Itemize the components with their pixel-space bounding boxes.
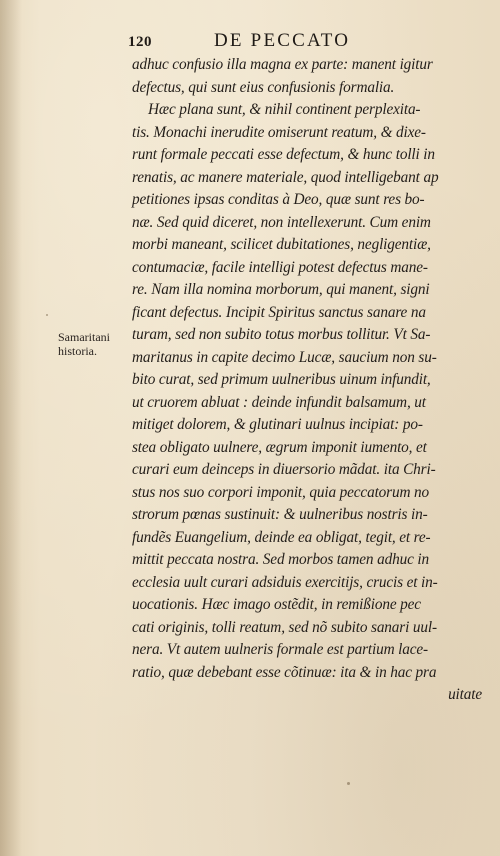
text-line: strorum pœnas sustinuit: & uulneribus nostris in- bbox=[132, 506, 428, 523]
margin-note-line: historia. bbox=[58, 344, 97, 358]
text-line: næ. Sed quid diceret, non intellexerunt. Cum enim bbox=[132, 213, 431, 231]
gutter-shadow bbox=[0, 0, 22, 856]
text-line: runt formale peccati esse defectum, & hunc tolli in bbox=[132, 146, 435, 163]
text-line: Hæc plana sunt, & nihil continent perplexita- bbox=[148, 101, 421, 118]
text-line: ratio, quæ debebant esse cõtinuæ: ita & in hac pra bbox=[132, 663, 437, 681]
text-line: cati originis, tolli reatum, sed nõ subito sanari uul- bbox=[132, 618, 437, 636]
text-line: curari eum deinceps in diuersorio mãdat. ita Chri- bbox=[132, 461, 436, 478]
text-line: maritanus in capite decimo Lucæ, saucium non su- bbox=[132, 348, 437, 366]
text-line: nera. Vt autem uulneris formale est partium lace- bbox=[132, 641, 428, 658]
margin-note-line: Samaritani bbox=[58, 330, 110, 344]
running-head bbox=[128, 30, 380, 54]
text-line: tis. Monachi inerudite omiserunt reatum, & dixe- bbox=[132, 123, 426, 141]
text-line: defectus, qui sunt eius confusionis formalia. bbox=[132, 78, 395, 96]
text-line: stus nos suo corpori imponit, quia peccatorum no bbox=[132, 483, 430, 501]
text-line: uocationis. Hæc imago ostẽdit, in remißione pec bbox=[132, 596, 421, 613]
text-line: bito curat, sed primum uulneribus uinum infundit, bbox=[132, 371, 431, 388]
text-line: stea obligato uulnere, ægrum imponit iumento, et bbox=[132, 438, 427, 456]
margin-note bbox=[58, 330, 128, 358]
text-line: renatis, ac manere materiale, quod intelligebant ap bbox=[132, 168, 439, 186]
text-line: adhuc confusio illa magna ex parte: manent igitur bbox=[132, 56, 433, 73]
page-number: 120 bbox=[128, 34, 152, 50]
text-line: fundẽs Euangelium, deinde ea obligat, tegit, et re- bbox=[132, 528, 431, 546]
text-line: morbi maneant, scilicet dubitationes, negligentiæ, bbox=[132, 236, 431, 253]
text-line: mittit peccata nostra. Sed morbos tamen adhuc in bbox=[132, 551, 430, 568]
catchword: uitate bbox=[448, 686, 482, 703]
text-line: turam, sed non subito totus morbus tollitur. Vt Sa- bbox=[132, 326, 431, 343]
text-line: contumaciæ, facile intelligi potest defectus mane- bbox=[132, 258, 428, 276]
paper-speck bbox=[46, 314, 48, 316]
text-line: ficant defectus. Incipit Spiritus sanctus sanare na bbox=[132, 303, 426, 321]
text-line: mitiget dolorem, & glutinari uulnus incipiat: po- bbox=[132, 416, 423, 433]
body-text bbox=[132, 54, 482, 707]
text-line: petitiones ipsas conditas à Deo, quæ sunt res bo- bbox=[132, 191, 425, 208]
running-title: DE PECCATO bbox=[214, 30, 351, 51]
paper-speck bbox=[347, 782, 350, 785]
text-line: re. Nam illa nomina morborum, qui manent, signi bbox=[132, 281, 430, 298]
text-line: ecclesia uult curari adsiduis exercitijs, crucis et in- bbox=[132, 573, 438, 591]
text-line: ut cruorem abluat : deinde infundit balsamum, ut bbox=[132, 393, 426, 411]
